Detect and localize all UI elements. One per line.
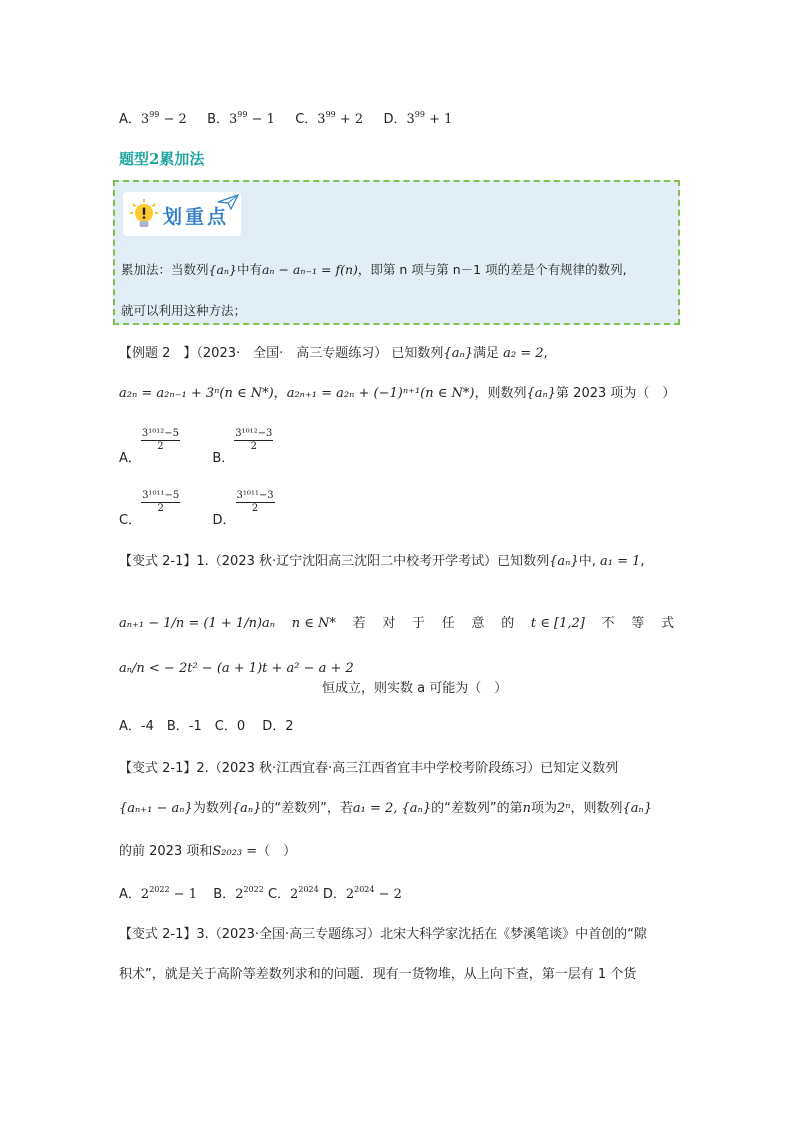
example2-options-row2 bbox=[119, 490, 275, 528]
option-d: D．$3^{99} + 1$ bbox=[383, 110, 453, 127]
option-b: B．$3^{99} - 1$ bbox=[207, 110, 275, 127]
lightbulb-icon bbox=[129, 198, 159, 230]
option-a: A．$2^{2022} - 1$ bbox=[119, 885, 197, 902]
example2-line2: a₂ₙ = a₂ₙ₋₁ + 3ⁿ(n ∈ N*)，a₂ₙ₊₁ = a₂ₙ + (−1)ⁿ⁺¹(n ∈ N*)，则数列{aₙ}第 2023 项为（ ） bbox=[119, 386, 676, 401]
option-d: D． $\frac{\text{3¹⁰¹¹−3}}{2}$ bbox=[212, 490, 274, 528]
variant1-line1: 【变式 2-1】1.（2023 秋·辽宁沈阳高三沈阳二中校考开学考试）已知数列{aₙ}中, a₁ = 1, bbox=[119, 554, 645, 569]
option-a: A． $\frac{\text{3¹⁰¹²−5}}{2}$ bbox=[119, 428, 180, 466]
variant2-line3: 的前 2023 项和S₂₀₂₃ =（ ） bbox=[119, 844, 297, 859]
option-d: D．$2^{2024} - 2$ bbox=[322, 885, 402, 902]
option-c: C．$3^{99} + 2$ bbox=[295, 110, 364, 127]
section-title: 题型2累加法 bbox=[119, 150, 205, 168]
key-point-badge bbox=[123, 192, 241, 236]
prev-question-options bbox=[119, 106, 452, 129]
variant2-line1: 【变式 2-1】2.（2023 秋·江西宜春·高三江西省宜丰中学校考阶段练习）已知定义数列 bbox=[119, 761, 619, 776]
variant2-line2: {aₙ₊₁ − aₙ}为数列{aₙ}的“差数列”，若a₁ = 2, {aₙ}的“差数列”的第n项为2ⁿ，则数列{aₙ} bbox=[119, 801, 653, 816]
example2-line1: 【例题 2 】（2023· 全国· 高三专题练习） 已知数列{aₙ}满足 a₂ = 2, bbox=[119, 346, 548, 361]
option-a: A．$3^{99} - 2$ bbox=[119, 110, 187, 127]
variant1-inequality: aₙ/n < − 2t² − (a + 1)t + a² − a + 2 bbox=[119, 661, 354, 676]
key-point-desc-line2: 就可以利用这种方法； bbox=[121, 303, 247, 318]
badge-label: 划重点 bbox=[163, 206, 230, 228]
variant3-line2: 积术”，就是关于高阶等差数列求和的问题．现有一货物堆，从上向下查，第一层有 1 个货 bbox=[119, 967, 637, 982]
paper-plane-icon bbox=[217, 194, 239, 210]
variant3-line1: 【变式 2-1】3.（2023·全国·高三专题练习）北宋大科学家沈括在《梦溪笔谈》中首创的“隙 bbox=[119, 927, 647, 942]
option-c: C． $\frac{\text{3¹⁰¹¹−5}}{2}$ bbox=[119, 490, 180, 528]
variant1-options: A．-4 B．-1 C．0 D．2 bbox=[119, 719, 294, 734]
option-b: B． $\frac{\text{3¹⁰¹²−3}}{2}$ bbox=[212, 428, 273, 466]
key-point-desc-line1: 累加法：当数列{aₙ}中有aₙ − aₙ₋₁ = f(n)，即第 n 项与第 n－1 项的差是个有规律的数列, bbox=[121, 262, 627, 277]
key-point-box bbox=[113, 180, 680, 325]
variant1-line2: aₙ₊₁ − 1/n = (1 + 1/n)aₙ n ∈ N* 若 对 于 任 意 的 t ∈ [1,2] 不 等 式 bbox=[119, 616, 674, 631]
variant2-options bbox=[119, 881, 402, 904]
variant1-tail: 恒成立，则实数 a 可能为（ ） bbox=[322, 681, 508, 696]
option-b: B．$2^{2022}$ bbox=[213, 885, 264, 902]
option-c: C．$2^{2024}$ bbox=[267, 885, 319, 902]
example2-options-row1 bbox=[119, 428, 273, 466]
